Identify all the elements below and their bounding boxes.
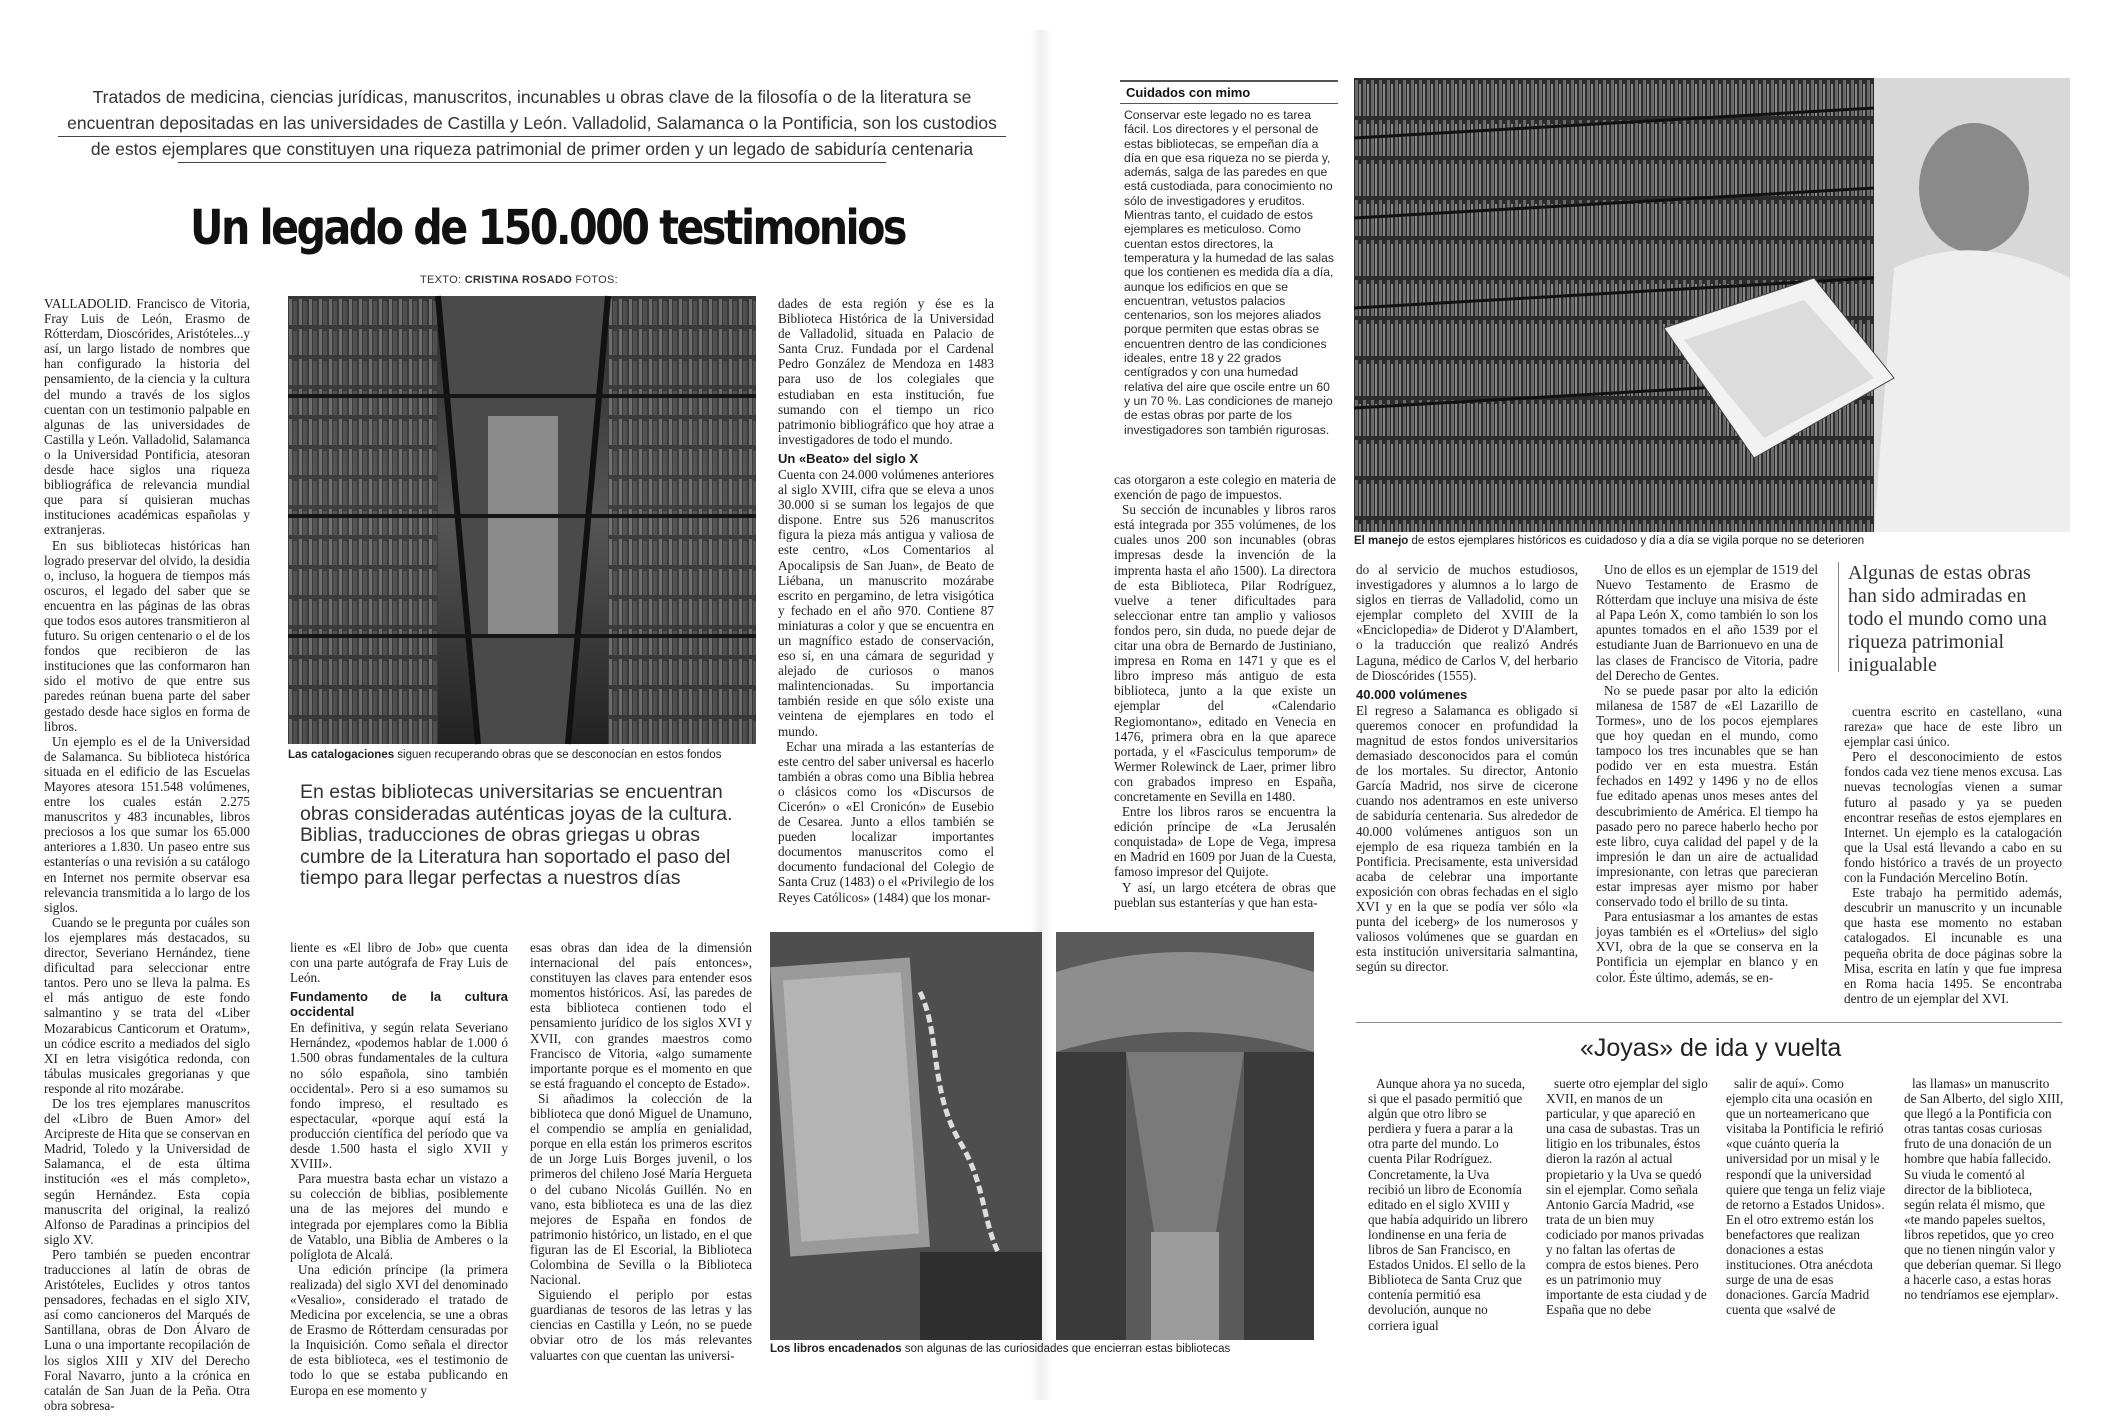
joyas-column-2 [1546,1076,1708,1386]
caption-3 [1354,534,2070,548]
paragraph: VALLADOLID. Francisco de Vitoria, Fray Luis de León, Erasmo de Rótterdam, Dioscórides, Aristóteles...y así, un largo listado de nombres que han configurado la historia del pensamiento, de la ciencia y la cultura del mundo a través de los siglos cuentan con un testimonio palpable en algunas de las universidades de Castilla y León. Valladolid, Salamanca o la Universidad Pontificia, atesoran desde hace siglos una riqueza bibliográfica de relevancia mundial que para sí quisieran muchas instituciones académicas españolas y extranjeras. [44,296,250,538]
caption-2-lead: Los libros encadenados [770,1343,902,1355]
credits-text-label: TEXTO: [420,274,462,286]
photo-chained-books [770,932,1042,1340]
paragraph: El regreso a Salamanca es obligado si queremos conocer en profundidad la magnitud de estos fondos universitarios demasiado desconocidos para el común de los mortales. Su director, Antonio García Madrid, nos sirve de cicerone cuando nos adentramos en este universo de sabiduría centenaria. Sus alrededor de 40.000 volúmenes antiguos son un ejemplo de esa riqueza también en la Pontificia. Precisamente, esta universidad acaba de celebrar una importante exposición con obras fechadas en el siglo XVI y en la que se podía ver sólo «la punta del iceberg» de los numerosos y valiosos volúmenes que se guardan en esta institución universitaria salmantina, según su director. [1356,702,1578,975]
paragraph: Si añadimos la colección de la biblioteca que donó Miguel de Unamuno, el compendio se amplía en genialidad, porque en ella están los primeros escritos de un Jorge Luis Borges juvenil, o los primeros del chileno José María Hergueta o del cubano Nicolás Guillén. No en vano, esta biblioteca es una de las diez mejores de España en fondos de patrimonio histórico, un listado, en el que figuran las de El Escorial, la Biblioteca Colombina de Sevilla o la Biblioteca Nacional. [530,1090,752,1288]
paragraph: Entre los libros raros se encuentra la edición príncipe de «La Jerusalén conquistada» de Lope de Vega, impresa en Madrid en 1609 por Juan de la Cuesta, famoso impresor del Quijote. [1114,804,1336,880]
paragraph: En definitiva, y según relata Severiano Hernández, «podemos hablar de 1.000 ó 1.500 obras fundamentales de la cultura no sólo española, sino también occidental». Pero si a eso sumamos su fondo impreso, el resultado es espectacular, «porque aquí está la producción científica del período que va desde 1.500 hasta el siglo XVII y XVIII». [290,1020,508,1172]
paragraph: las llamas» un manuscrito de San Alberto, del siglo XIII, que llegó a la Pontificia con otras tantas cosas curiosas fruto de una donación de un hombre que había fallecido. Su viuda le comentó al director de la biblioteca, según relata él mismo, que «te mando papeles sueltos, libros repetidos, que yo creo que no tienen ningún valor y que deberían quemar. Si llego a hacerle caso, a estas horas no tendríamos ese ejemplar». [1904,1076,2064,1303]
paragraph: En sus bibliotecas históricas han logrado preservar del olvido, la desidia o, incluso, la hoguera de tiempos más oscuros, el legado del saber que se encuentra en las páginas de las obras que todos esos autores transmitieron al futuro. Su origen centenario o el de los fondos que recibieron de las instituciones que las conformaron han sido el motivo de que entre sus paredes reúnan buena parte del saber gestado desde hace siglos en forma de libros. [44,537,250,734]
intro-deck [58,84,1006,162]
paragraph: Cuenta con 24.000 volúmenes anteriores al siglo XVIII, cifra que se eleva a unos 30.000 si se suman los legajos de que dispone. Entre sus 526 manuscritos figura la pieza más antigua y valiosa de este centro, «Los Comentarios al Apocalipsis de San Juan», de Beato de Liébana, un manuscrito mozárabe escrito en pergamino, de letra visigótica y fechado en el año 970. Contiene 87 miniaturas a color y que se encuentra en un magnífico estado de conservación, eso sí, en una cámara de seguridad y alejado de curiosos o manos malintencionadas. Su importancia también reside en que sólo existe una veintena de ejemplares en todo el mundo. [778,466,994,739]
paragraph: Uno de ellos es un ejemplar de 1519 del Nuevo Testamento de Erasmo de Rótterdam que incluye una misiva de éste al Papa León X, como también lo son los apuntes tomados en el año 1539 por el estudiante Juan de Barrionuevo en una de las clases de Francisco de Vitoria, padre del Derecho de Gentes. [1596,562,1818,683]
credits-photo-label: FOTOS: [575,274,618,286]
paragraph: Pero el desconocimiento de estos fondos cada vez tiene menos excusa. Las nuevas tecnologías vienen a sumar futuro al pasado y ya se pueden encontrar reseñas de estos ejemplares en Internet. Un ejemplo es la catalogación que la Usal está llevando a cabo en su fondo histórico a través de un proyecto con la Fundación Mercelino Botín. [1844,749,2062,886]
caption-1-text: siguen recuperando obras que se desconocían en estos fondos [394,749,722,761]
photo-researcher-handling-book [1354,78,2070,532]
pullquote-1: En estas bibliotecas universitarias se encuentran obras consideradas auténticas joyas de la cultura. Biblias, traducciones de obras griegas u obras cumbre de la Literatura han soportado el paso del tiempo para llegar perfectas a nuestros días [300,781,733,889]
paragraph: No se puede pasar por alto la edición milanesa de 1587 de «El Lazarillo de Tormes», uno de los pocos ejemplares que hoy quedan en el mundo, como tampoco los tres incunables que se han podido ver en esta muestra. Están fechados en 1492 y 1496 y no de ellos fue editado apenas unos meses antes del descubrimiento de América. El tiempo ha pasado pero no parece haberlo hecho por este libro, cuya calidad del papel y de la impresión le dan un aire de actualidad impresionante, con letras que parecieran estar impresas ayer mismo por haber conservado todo el brillo de su tinta. [1596,682,1818,910]
paragraph: cuentra escrito en castellano, «una rareza» que hace de este libro un ejemplar casi único. [1844,704,2062,750]
paragraph: Su sección de incunables y libros raros está integrada por 355 volúmenes, de los cuales unos 200 son incunables (obras impresas desde la invención de la imprenta hasta el año 1500). La directora de esta Biblioteca, Pilar Rodríguez, vuelve a tener dificultades para seleccionar entre tan amplio y valiosos fondos pero, sin duda, no puede dejar de citar una obra de Bernardo de Justiniano, impresa en Roma en 1471 y que es el libro impreso más antiguo de esta biblioteca, junto a la que existe un ejemplar del «Calendario Regiomontano», editado en Venecia en 1476, primera obra en la que aparece portada, y el «Fasciculus temporum» de Wermer Rolewinck de Laer, primer libro con grabados impreso en España, concretamente en Sevilla en 1480. [1114,502,1336,804]
subheading-beato: Un «Beato» del siglo X [778,450,919,466]
paragraph: salir de aquí». Como ejemplo cita una ocasión en que un norteamericano que visitaba la Pontificia le refirió «que cuánto quería la universidad por un misal y le respondí que la universidad quiere que tenga un feliz viaje de retorno a Estados Unidos». En el otro extremo están los benefactores que realizan donaciones a estas instituciones. Otra anécdota surge de una de esas donaciones. García Madrid cuenta que «salvé de [1726,1076,1886,1318]
paragraph: do al servicio de muchos estudiosos, investigadores y alumnos a lo largo de siglos en tierras de Valladolid, como un ejemplar completo del XVIII de la «Enciclopedia» de Diderot y D'Alambert, o la traducción que realizó Andrés Laguna, médico de Carlos V, del herbario de Dioscórides (1555). [1356,562,1578,683]
subheading-fundamento: Fundamento de la cultura occidental [290,989,508,1020]
article-column-8 [1844,704,2062,1004]
paragraph: suerte otro ejemplar del siglo XVII, en manos de un particular, y que apareció en una casa de subastas. Tras un litigio en los tribunales, éstos dieron la razón al actual propietario y la Uva se quedó sin el ejemplar. Como señala Antonio García Madrid, «se trata de un bien muy codiciado por manos privadas y no faltan las ofertas de compra de estos bienes. Pero es un patrimonio muy importante de esta ciudad y de España que no debe [1546,1076,1708,1318]
researcher-image [1354,78,2070,532]
paragraph: Para entusiasmar a los amantes de estas joyas también es el «Ortelius» del siglo XVI, obra de la que se conserva en la Pontificia un ejemplar en blanco y en color. Éste último, además, se en- [1596,909,1818,985]
chained-books-image [770,932,1042,1340]
paragraph: Una edición príncipe (la primera realizada) del siglo XVI del denominado «Vesalio», considerado el tratado de Medicina por excelencia, se une a obras de Erasmo de Rótterdam censuradas por la Inquisición. Como señala el director de esta biblioteca, «es el testimonio de todo lo que se estaba publicando en Europa en ese momento y [290,1261,508,1398]
paragraph: Echar una mirada a las estanterías de este centro del saber universal es hacerlo también a obras como una Biblia hebrea o clásicos como los «Discursos de Cicerón» o «El Cronicón» de Eusebio de Cesarea. Junto a ellos también se pueden localizar importantes documentos manuscritos como el documento fundacional del Colegio de Santa Cruz (1483) o el «Privilegio de los Reyes Católicos» (1484) que los monar- [778,738,994,905]
paragraph: Un ejemplo es el de la Universidad de Salamanca. Su biblioteca histórica situada en el edificio de las Escuelas Mayores atesora 151.548 volúmenes, entre los cuales están 2.275 manuscritos y 483 incunables, libros preciosos a los que sumar los 65.000 anteriores a 1.830. Un paseo entre sus estanterías o una revisión a su catálogo en Internet nos permite observar esa relevancia transmitida a lo largo de los siglos. [44,733,250,915]
intro-text: Tratados de medicina, ciencias jurídicas, manuscritos, incunables u obras clave de la filosofía o de la literatura se encuentran depositadas en las universidades de Castilla y León. Valladolid, Salamanca o la Pontificia, son los custodios de estos ejemplares que constituyen una riqueza patrimonial de primer orden y un legado de sabiduría centenaria [67,87,997,159]
sidebar-title: Cuidados con mimo [1120,80,1338,104]
subheading-40000: 40.000 volúmenes [1356,686,1468,702]
article-column-5 [1114,472,1336,942]
paragraph: De los tres ejemplares manuscritos del «Libro de Buen Amor» del Arcipreste de Hita que se conservan en Madrid, Toledo y la Universidad de Salamanca, el de esta última institución «es el más completo», según Hernández. Esta copia manuscrita del original, la realizó Alfonso de Paradinas a principios del siglo XV. [44,1095,250,1247]
joyas-column-4 [1904,1076,2064,1386]
caption-3-text: de estos ejemplares históricos es cuidadoso y día a día se vigila porque no se deterioren [1408,535,1865,547]
paragraph: Siguiendo el periplo por estas guardianas de tesoros de las letras y las ciencias en Castilla y León, no se puede obviar otro de los más relevantes valuartes con que cuentan las universi- [530,1287,752,1363]
pullquote-2-rule [1838,562,1839,672]
paragraph: Este trabajo ha permitido además, descubrir un manuscrito y un incunable que hasta ese momento no estaban catalogados. El incunable es una pequeña obrita de doce páginas sobre la Misa, escrita en latín y que fue impresa en Roma hacia 1495. Se encontraba dentro de un ejemplar del XVI. [1844,885,2062,1006]
credits [420,274,618,286]
sidebar-cuidados [1120,80,1338,460]
joyas-title: «Joyas» de ida y vuelta [1580,1034,1842,1062]
joyas-top-rule [1356,1022,2062,1023]
paragraph: dades de esta región y ése es la Biblioteca Histórica de la Universidad de Valladolid, situada en Palacio de Santa Cruz. Fundada por el Cardenal Pedro González de Mendoza en 1483 para uso de los colegiales que estudiaban en esta institución, fue sumando con el tiempo un rico patrimonio bibliográfico que hoy atrae a investigadores de todo el mundo. [778,296,994,447]
headline: Un legado de 150.000 testimonios [190,200,905,256]
paragraph: Pero también se pueden encontrar traducciones al latín de obras de Aristóteles, Euclides y otros tantos pensadores, fechadas en el siglo XIV, así como cancioneros del Marqués de Santillana, obras de Don Álvaro de Luna o una importante recopilación de los siglos XIII y XIV del Derecho Foral Navarro, junto a la crónica en catalán de San Juan de la Peña. Otra obra sobresa- [44,1246,250,1413]
article-column-7 [1596,562,1818,1002]
article-column-2 [290,940,508,1398]
paragraph: cas otorgaron a este colegio en materia de exención de pago de impuestos. [1114,472,1336,503]
caption-1-lead: Las catalogaciones [288,749,395,761]
intro-underline-1 [58,136,1006,137]
joyas-column-3 [1726,1076,1886,1386]
article-column-6 [1356,562,1578,1002]
paragraph: liente es «El libro de Job» que cuenta con una parte autógrafa de Fray Luis de León. [290,940,508,986]
joyas-column-1 [1368,1076,1528,1386]
caption-2-text: son algunas de las curiosidades que encierran estas bibliotecas [901,1343,1231,1355]
article-column-4 [530,940,752,1390]
library-shelves-image [288,296,756,744]
caption-2 [770,1342,1310,1356]
paragraph: Para muestra basta echar un vistazo a su colección de biblias, posiblemente una de las mejores del mundo e integrada por ejemplares como la Biblia de Vatablo, una Biblia de Amberes o la políglota de Alcalá. [290,1171,508,1262]
caption-3-lead: El manejo [1354,535,1409,547]
article-column-1 [44,296,250,1413]
article-column-3 [778,296,994,924]
photo-library-shelves [288,296,756,744]
intro-underline-2 [178,162,886,163]
paragraph: Y así, un largo etcétera de obras que pueblan sus estanterías y que han esta- [1114,879,1336,910]
pullquote-2: Algunas de estas obras han sido admiradas en todo el mundo como una riqueza patrimonial inigualable [1848,562,2047,676]
caption-1 [288,748,758,762]
paragraph: Aunque ahora ya no suceda, si que el pasado permitió que algún que otro libro se perdiera y fuera a parar a la otra parte del mundo. Lo cuenta Pilar Rodríguez. Concretamente, la Uva recibió un libro de Economía editado en el siglo XVIII y que había adquirido un librero londinense en una feria de libros de San Francisco, en Estados Unidos. El sello de la Biblioteca de Santa Cruz que contenía permitió esa devolución, aunque no corriera igual [1368,1076,1528,1333]
sidebar-text: Conservar este legado no es tarea fácil. Los directores y el personal de estas bibliotecas, se empeñan día a día en que esa riqueza no se pierda y, además, salga de las paredes en que está custodiada, para conocimiento no sólo de investigadores y eruditos. Mientras tanto, el cuidado de estos ejemplares es meticuloso. Como cuentan estos directores, la temperatura y la humedad de las salas que los contienen es medida día a día, aunque los edificios en que se encuentran, vetustos palacios centenarios, son los mejores aliados porque permiten que estas obras se encuentren dentro de las condiciones ideales, entre 18 y 22 grados centígrados y con una humedad relativa del aire que oscile entre un 60 y un 70 %. Las condiciones de manejo de estas obras por parte de los investigadores son también rigurosas. [1124,108,1335,437]
photo-library-hall [1056,932,1314,1340]
paragraph: esas obras dan idea de la dimensión internacional del país entonces», constituyen las claves para entender esos momentos históricos. Así, las paredes de esta biblioteca contienen todo el pensamiento jurídico de los siglos XVI y XVII, con grandes maestros como Francisco de Vitoria, «algo sumamente importante porque es el momento en que se está fraguando el concepto de Estado». [530,940,752,1091]
library-hall-image [1056,932,1314,1340]
credits-author: CRISTINA ROSADO [464,274,573,286]
paragraph: Cuando se le pregunta por cuáles son los ejemplares más destacados, su director, Severiano Hernández, tiene dificultad para seleccionar entre tantos. Pero uno se lleva la palma. Es el más antiguo de este fondo salmantino y se trata del «Liber Mozarabicus Canticorum et Oratum», un códice escrito a mediados del siglo XI en letra visigótica redonda, con tábulas musicales gregorianas y que responde al rito mozárabe. [44,914,250,1096]
